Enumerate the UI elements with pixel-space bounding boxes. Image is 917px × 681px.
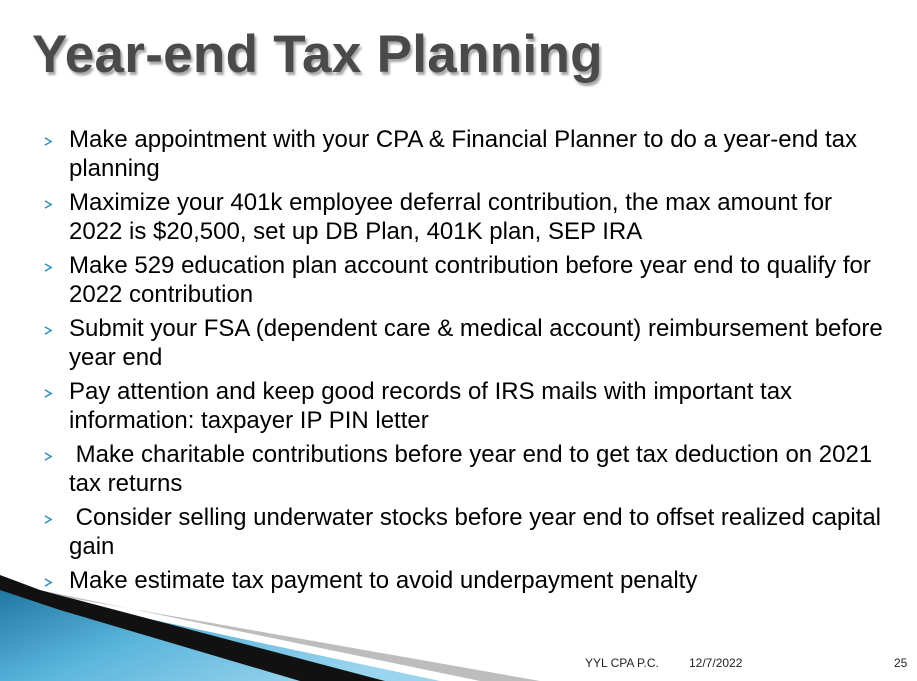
bullet-text: Maximize your 401k employee deferral contribution, the max amount for 2022 is $20,500, set up DB Plan, 401K plan, SEP IRA <box>69 189 839 245</box>
bullet-item <box>40 314 890 372</box>
arrow-bullet-icon <box>44 452 53 461</box>
bullet-item <box>40 566 890 595</box>
bullet-text: Make appointment with your CPA & Financial Planner to do a year-end tax planning <box>69 126 864 182</box>
bullet-text: Make estimate tax payment to avoid underpayment penalty <box>69 567 698 594</box>
bullet-text: Make 529 education plan account contribution before year end to qualify for 2022 contribution <box>69 252 878 308</box>
arrow-bullet-icon <box>44 389 53 398</box>
footer-page-number: 25 <box>894 656 908 670</box>
bullet-item <box>40 377 890 435</box>
bullet-text: Submit your FSA (dependent care & medical account) reimbursement before year end <box>69 315 890 371</box>
arrow-bullet-icon <box>44 326 53 335</box>
footer-organization: YYL CPA P.C. <box>585 656 659 670</box>
arrow-bullet-icon <box>44 515 53 524</box>
bullet-item <box>40 440 890 498</box>
arrow-bullet-icon <box>44 200 53 209</box>
bullet-item <box>40 503 890 561</box>
bullet-text: Consider selling underwater stocks before year end to offset realized capital gain <box>69 504 888 560</box>
bullet-text: Pay attention and keep good records of IRS mails with important tax information: taxpayer IP PIN letter <box>69 378 799 434</box>
arrow-bullet-icon <box>44 137 53 146</box>
bullet-text: Make charitable contributions before year end to get tax deduction on 2021 tax returns <box>69 441 879 497</box>
arrow-bullet-icon <box>44 578 53 587</box>
slide-title: Year-end Tax Planning <box>32 25 603 84</box>
bullet-item <box>40 188 890 246</box>
bullet-list <box>40 125 890 600</box>
bullet-item <box>40 125 890 183</box>
bullet-item <box>40 251 890 309</box>
footer-date: 12/7/2022 <box>689 656 743 670</box>
arrow-bullet-icon <box>44 263 53 272</box>
